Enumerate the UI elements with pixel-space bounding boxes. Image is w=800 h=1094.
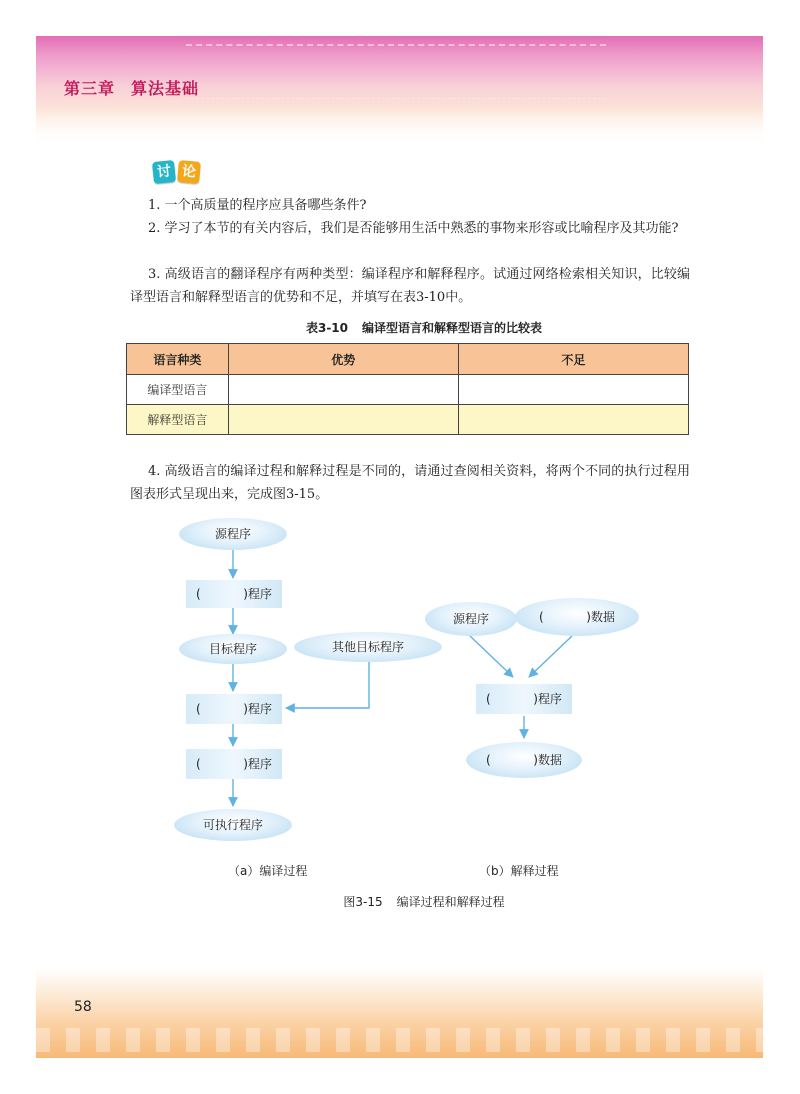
question-2-text: 2. 学习了本节的有关内容后，我们是否能够用生活中熟悉的事物来形容或比喻程序及其功能? bbox=[148, 221, 679, 236]
blank-close[interactable]: ) bbox=[243, 702, 248, 716]
question-4 bbox=[130, 460, 690, 506]
question-1 bbox=[130, 194, 690, 217]
blank-close[interactable]: ) bbox=[533, 692, 538, 706]
figure-number: 图3-15 bbox=[343, 895, 383, 909]
node-source-program bbox=[179, 518, 287, 550]
arrow-data-to-interp bbox=[529, 636, 572, 677]
arrow-other-to-step2 bbox=[286, 662, 369, 708]
node-input-data-label: 数据 bbox=[590, 610, 615, 624]
blank-open: ( bbox=[195, 702, 201, 716]
textbook-page bbox=[36, 36, 763, 1058]
node-interp-blank-step bbox=[476, 684, 572, 714]
node-interp-source-program bbox=[425, 602, 517, 636]
node-blank-step3 bbox=[186, 749, 282, 779]
subcaption-compile: （a）编译过程 bbox=[228, 864, 308, 878]
cell-interpreted-advantage[interactable] bbox=[228, 405, 458, 435]
node-step2-label: 程序 bbox=[247, 702, 272, 716]
cell-interpreted-disadvantage[interactable] bbox=[458, 405, 688, 435]
arrow-source-to-interp bbox=[470, 636, 513, 677]
header-advantage: 优势 bbox=[228, 344, 458, 375]
node-source-program-label: 源程序 bbox=[214, 527, 251, 541]
comparison-table bbox=[126, 343, 689, 435]
table-header-row bbox=[127, 344, 689, 375]
chapter-name: 算法基础 bbox=[131, 79, 200, 98]
question-3 bbox=[130, 263, 690, 309]
question-4-text: 4. 高级语言的编译过程和解释过程是不同的，请通过查阅相关资料，将两个不同的执行过程用图表形式呈现出来，完成图3-15。 bbox=[130, 464, 690, 502]
badge-char-1: 讨 bbox=[152, 160, 176, 184]
chapter-heading bbox=[64, 76, 199, 99]
node-output-data bbox=[466, 742, 582, 778]
node-interp-step-label: 程序 bbox=[537, 692, 562, 706]
node-blank-step1 bbox=[186, 580, 282, 608]
blank-open: ( bbox=[485, 692, 491, 706]
table-row bbox=[127, 375, 689, 405]
node-step3-label: 程序 bbox=[247, 757, 272, 771]
node-output-data-label: 数据 bbox=[537, 753, 562, 767]
blank-open: ( bbox=[195, 587, 201, 601]
table-number: 表3-10 bbox=[305, 321, 348, 335]
node-blank-step2 bbox=[186, 694, 282, 724]
header-disadvantage: 不足 bbox=[458, 344, 688, 375]
node-object-program bbox=[179, 634, 287, 664]
cell-compiled-disadvantage[interactable] bbox=[458, 375, 688, 405]
header-language-type: 语言种类 bbox=[127, 344, 229, 375]
table-caption bbox=[124, 319, 724, 336]
question-1-text: 1. 一个高质量的程序应具备哪些条件? bbox=[148, 198, 367, 213]
node-step1-label: 程序 bbox=[247, 587, 272, 601]
blank-close[interactable]: ) bbox=[586, 610, 591, 624]
node-interp-source-label: 源程序 bbox=[452, 612, 489, 626]
chapter-number: 第三章 bbox=[64, 79, 116, 98]
table-title: 编译型语言和解释型语言的比较表 bbox=[362, 321, 543, 335]
subcaption-interpret: （b）解释过程 bbox=[479, 864, 559, 878]
badge-char-2: 论 bbox=[177, 160, 201, 184]
page-number: 58 bbox=[74, 999, 92, 1015]
question-2 bbox=[130, 217, 690, 240]
footer-band bbox=[36, 968, 763, 1058]
blank-close[interactable]: ) bbox=[243, 587, 248, 601]
table-row bbox=[127, 405, 689, 435]
blank-open: ( bbox=[538, 610, 544, 624]
blank-open: ( bbox=[485, 753, 491, 767]
blank-close[interactable]: ) bbox=[243, 757, 248, 771]
cell-compiled-advantage[interactable] bbox=[228, 375, 458, 405]
node-input-data bbox=[515, 598, 639, 636]
node-other-object-programs bbox=[294, 632, 442, 662]
figure-caption bbox=[124, 893, 724, 910]
node-object-program-label: 目标程序 bbox=[208, 642, 257, 656]
row-label-interpreted: 解释型语言 bbox=[127, 405, 229, 435]
row-label-compiled: 编译型语言 bbox=[127, 375, 229, 405]
node-other-object-label: 其他目标程序 bbox=[331, 640, 404, 654]
header-decoration bbox=[186, 44, 606, 99]
node-executable-label: 可执行程序 bbox=[202, 818, 263, 832]
blank-close[interactable]: ) bbox=[533, 753, 538, 767]
blank-open: ( bbox=[195, 757, 201, 771]
question-3-text: 3. 高级语言的翻译程序有两种类型：编译程序和解释程序。试通过网络检索相关知识，比较编译型语言和解释型语言的优势和不足，并填写在表3-10中。 bbox=[130, 267, 690, 305]
node-executable-program bbox=[174, 809, 292, 841]
discussion-badge-icon bbox=[153, 161, 203, 185]
figure-title: 编译过程和解释过程 bbox=[396, 895, 505, 909]
